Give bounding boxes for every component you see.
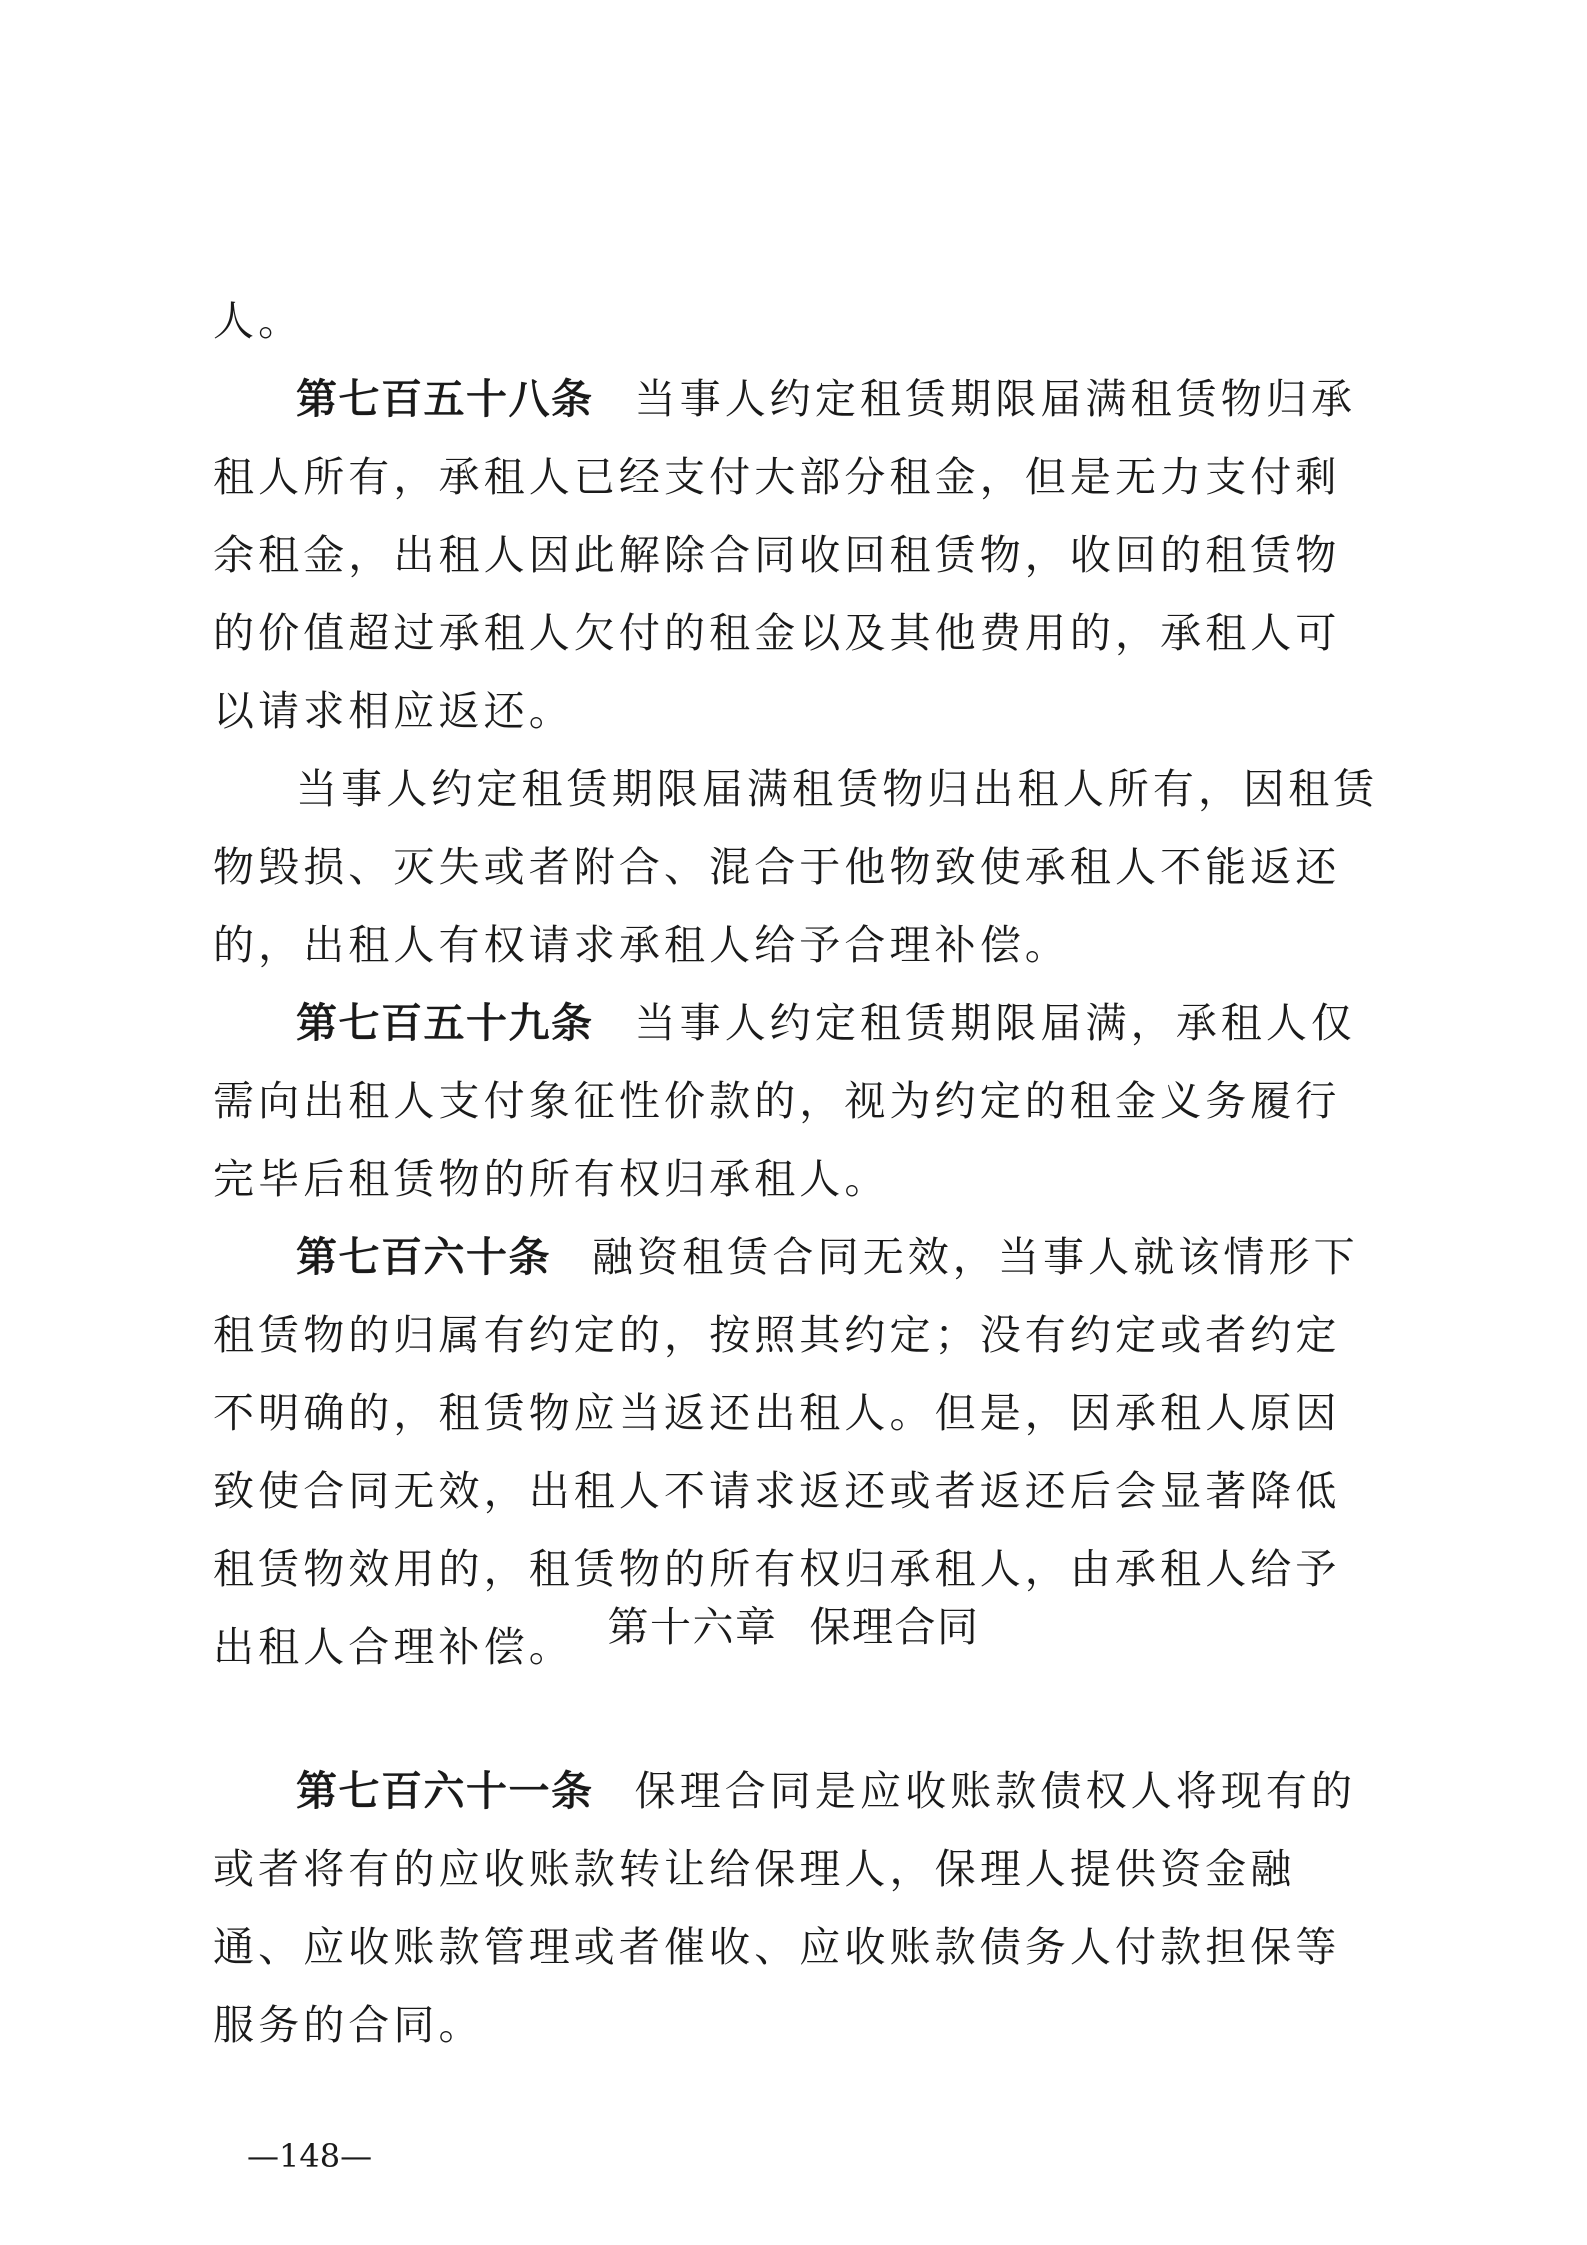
article-number: 第七百六十一条 bbox=[296, 1767, 594, 1815]
chapter-title: 保理合同 bbox=[809, 1603, 980, 1651]
article-text: 保理合同是应收账款债权人将现有的或者将有的应收账款转让给保理人，保理人提供资金融通、应收账款管理或者催收、应收账款债务人付款担保等服务的合同。 bbox=[213, 1767, 1357, 2049]
chapter-number: 第十六章 bbox=[607, 1603, 778, 1651]
article-text: 融资租赁合同无效，当事人就该情形下租赁物的归属有约定的，按照其约定；没有约定或者约定不明确的，租赁物应当返还出租人。但是，因承租人原因致使合同无效，出租人不请求返还或者返还后会显著降低租赁物效用的，租赁物的所有权归承租人，由承租人给予出租人合理补偿。 bbox=[213, 1233, 1359, 1671]
chapter-heading bbox=[0, 1597, 1587, 1657]
article-758 bbox=[213, 360, 1383, 750]
article-number: 第七百五十八条 bbox=[296, 375, 594, 423]
continuation-text: 人。 bbox=[213, 297, 304, 345]
article-758-clause-2 bbox=[213, 750, 1383, 984]
article-text: 当事人约定租赁期限届满租赁物归出租人所有，因租赁物毁损、灭失或者附合、混合于他物致使承租人不能返还的，出租人有权请求承租人给予合理补偿。 bbox=[213, 765, 1379, 969]
body-text-top bbox=[213, 282, 1383, 1686]
article-text: 当事人约定租赁期限届满租赁物归承租人所有，承租人已经支付大部分租金，但是无力支付剩余租金，出租人因此解除合同收回租赁物，收回的租赁物的价值超过承租人欠付的租金以及其他费用的，承租人可以请求相应返还。 bbox=[213, 375, 1357, 735]
article-number: 第七百五十九条 bbox=[296, 999, 594, 1047]
body-text-bottom bbox=[213, 1752, 1383, 2064]
article-761 bbox=[213, 1752, 1383, 2064]
article-number: 第七百六十条 bbox=[296, 1233, 551, 1281]
article-text: 当事人约定租赁期限届满，承租人仅需向出租人支付象征性价款的，视为约定的租金义务履行完毕后租赁物的所有权归承租人。 bbox=[213, 999, 1357, 1203]
article-759 bbox=[213, 984, 1383, 1218]
page-number: —148— bbox=[247, 2137, 373, 2175]
